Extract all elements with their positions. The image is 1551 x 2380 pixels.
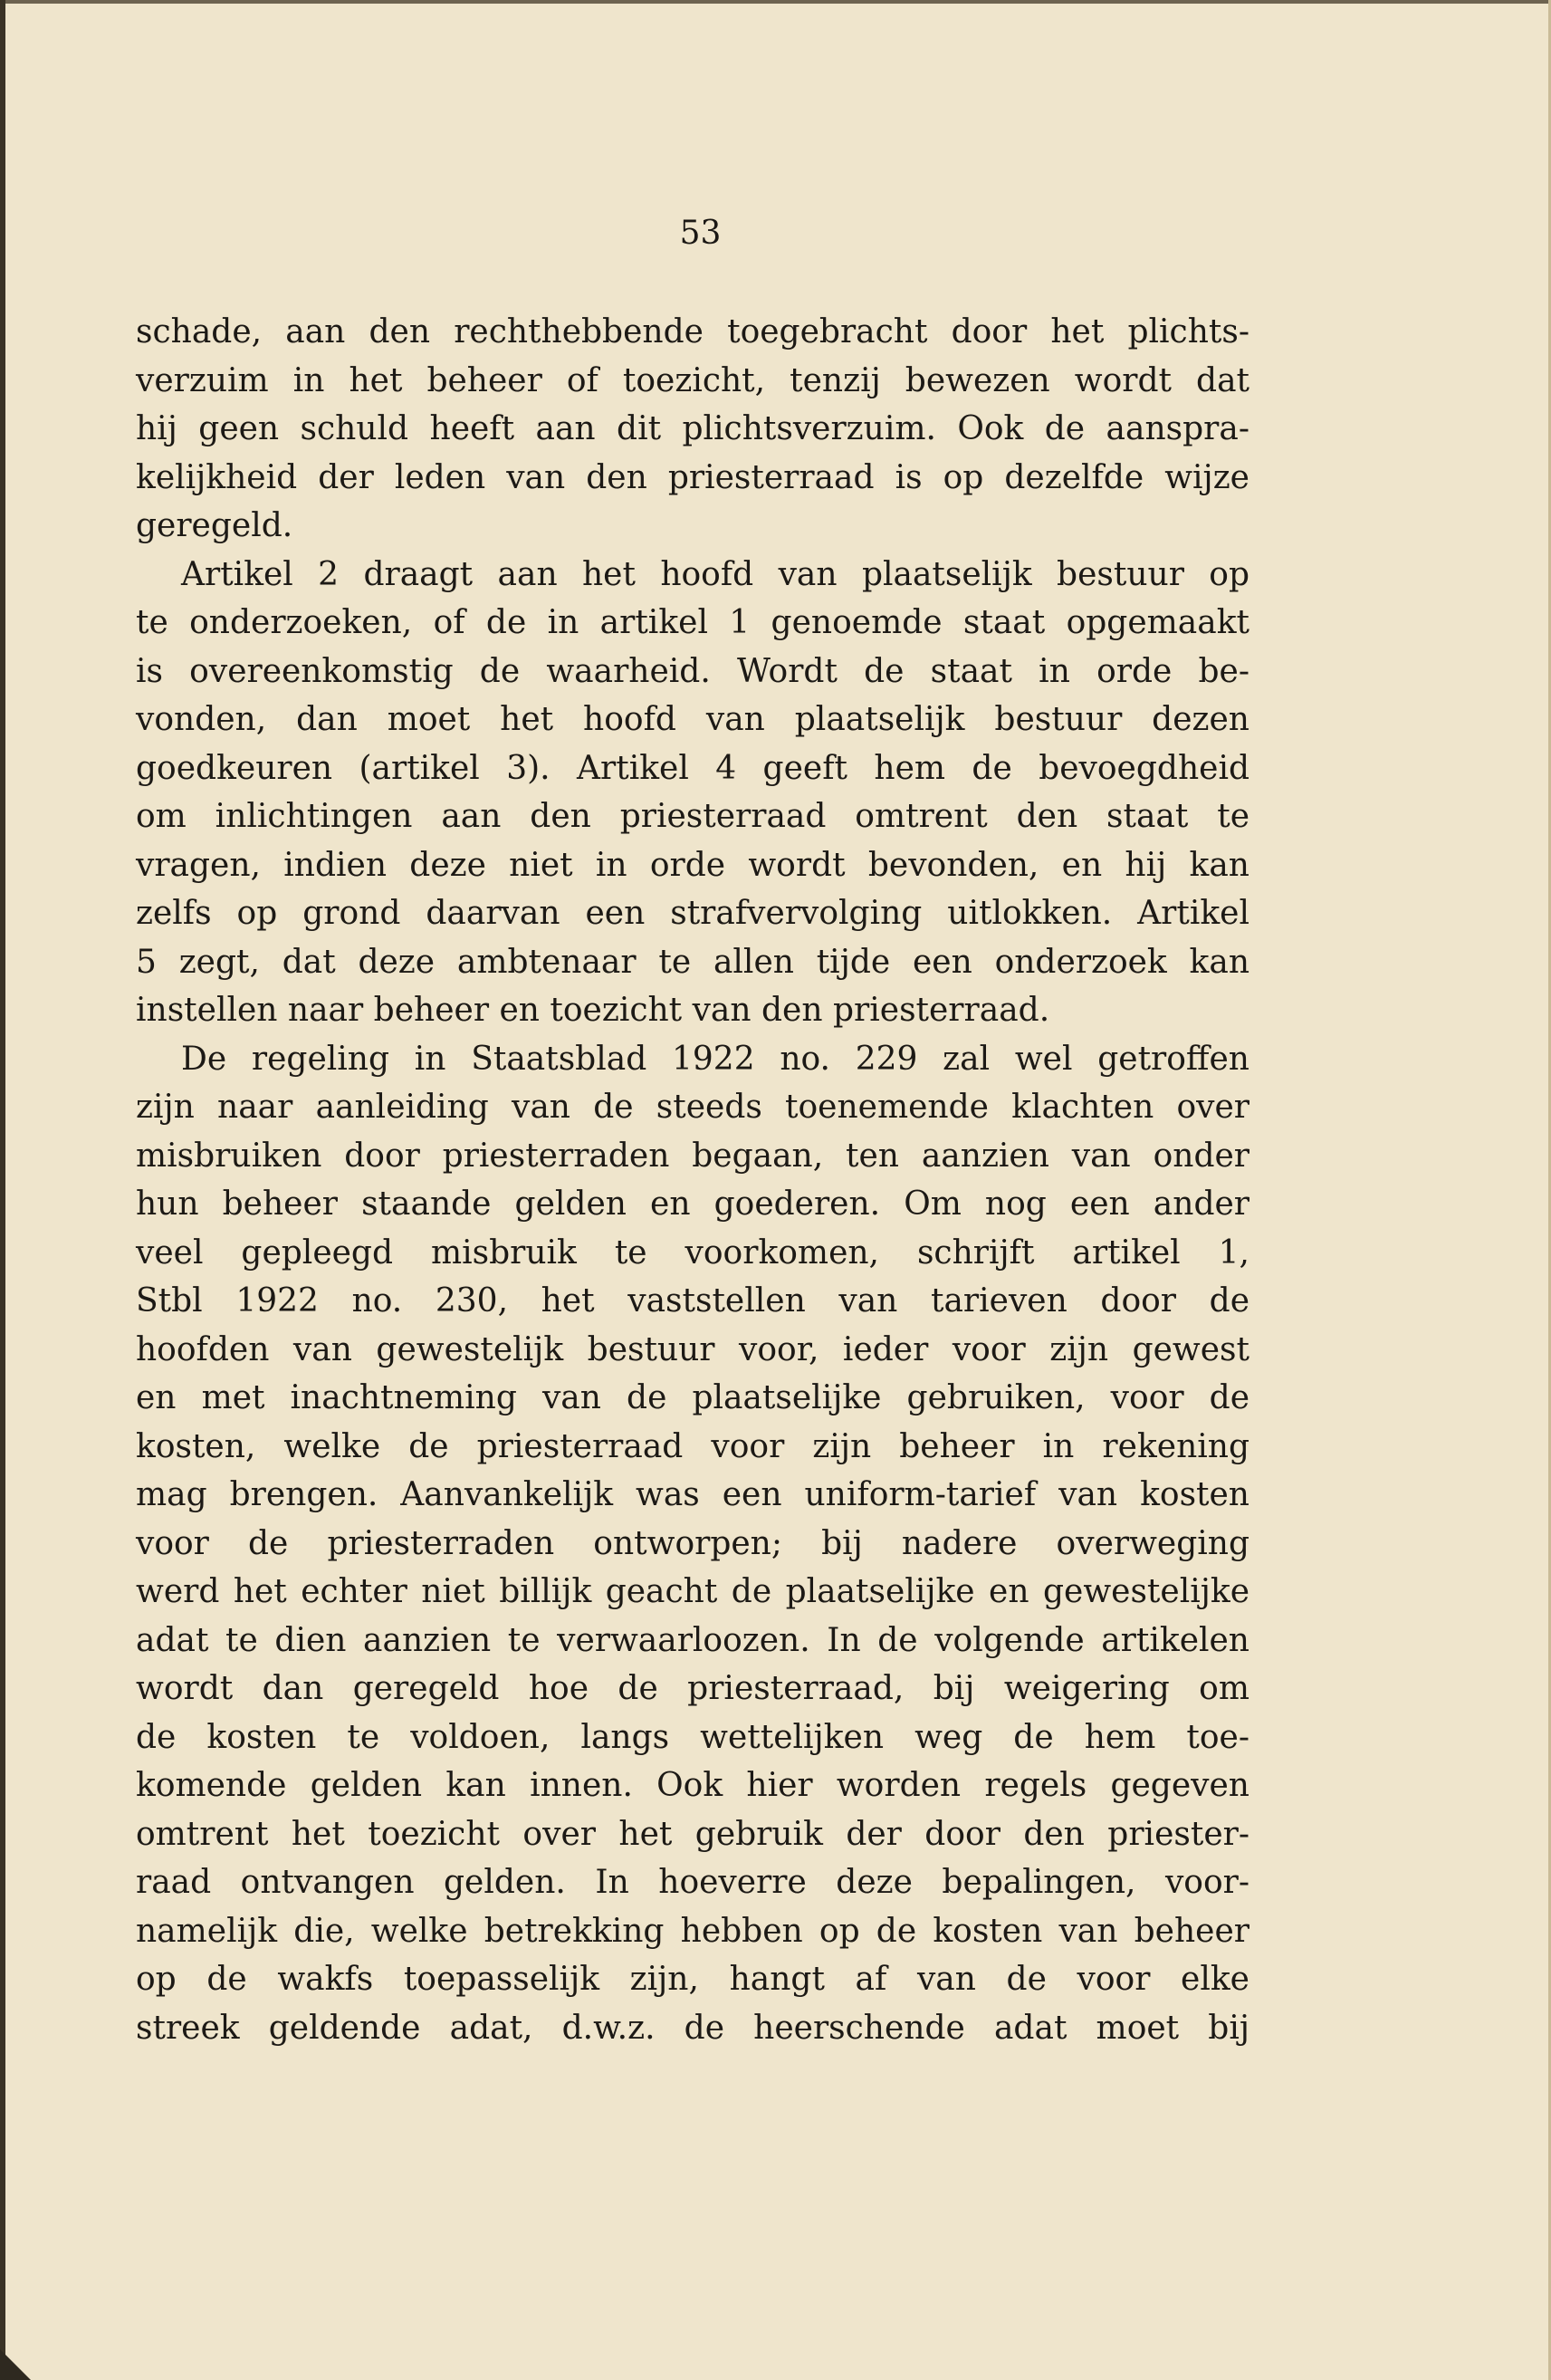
page-top-edge	[0, 0, 1551, 4]
text-line: is overeenkomstig de waarheid. Wordt de staat in orde be-	[136, 652, 1249, 690]
text-line: veel gepleegd misbruik te voorkomen, schrijft artikel 1,	[136, 1233, 1249, 1272]
text-line: streek geldende adat, d.w.z. de heerschende adat moet bij	[136, 2009, 1249, 2047]
text-line: namelijk die, welke betrekking hebben op de kosten van beheer	[136, 1912, 1249, 1950]
text-line: De regeling in Staatsblad 1922 no. 229 zal wel getroffen	[181, 1040, 1249, 1078]
page-number: 53	[679, 215, 722, 252]
text-line: kelijkheid der leden van den priesterraad is op dezelfde wijze	[136, 458, 1249, 496]
text-line: vonden, dan moet het hoofd van plaatselijk bestuur dezen	[136, 701, 1249, 738]
text-line: kosten, welke de priesterraad voor zijn beheer in rekening	[136, 1427, 1249, 1465]
text-line: op de wakfs toepasselijk zijn, hangt af van de voor elke	[136, 1961, 1249, 1998]
text-line: misbruiken door priesterraden begaan, ten aanzien van onder	[136, 1137, 1249, 1175]
text-line: vragen, indien deze niet in orde wordt bevonden, en hij kan	[136, 846, 1249, 884]
text-line: schade, aan den rechthebbende toegebracht door het plichts-	[136, 313, 1249, 350]
text-line: geregeld.	[136, 507, 293, 544]
text-line: zelfs op grond daarvan een strafvervolging uitlokken. Artikel	[136, 895, 1249, 932]
text-line: Stbl 1922 no. 230, het vaststellen van tarieven door de	[136, 1282, 1249, 1320]
text-line: raad ontvangen gelden. In hoeverre deze bepalingen, voor-	[136, 1864, 1249, 1901]
page-corner	[0, 2349, 31, 2380]
text-line: komende gelden kan innen. Ook hier worden regels gegeven	[136, 1767, 1249, 1804]
text-line: adat te dien aanzien te verwaarloozen. In de volgende artikelen	[136, 1621, 1249, 1659]
text-line: hij geen schuld heeft aan dit plichtsverzuim. Ook de aanspra-	[136, 410, 1249, 447]
text-line: zijn naar aanleiding van de steeds toenemende klachten over	[136, 1089, 1249, 1126]
page-left-edge	[0, 0, 5, 2380]
text-line: hun beheer staande gelden en goederen. Om nog een ander	[136, 1185, 1249, 1223]
body-text	[136, 308, 1249, 2052]
text-line: voor de priesterraden ontworpen; bij nadere overweging	[136, 1524, 1249, 1562]
text-line: hoofden van gewestelijk bestuur voor, ieder voor zijn gewest	[136, 1330, 1249, 1368]
text-line: 5 zegt, dat deze ambtenaar te allen tijde een onderzoek kan	[136, 943, 1249, 981]
text-line: wordt dan geregeld hoe de priesterraad, bij weigering om	[136, 1670, 1249, 1707]
text-line: werd het echter niet billijk geacht de plaatselijke en gewestelijke	[136, 1573, 1249, 1610]
text-line: Artikel 2 draagt aan het hoofd van plaatselijk bestuur op	[181, 555, 1249, 593]
text-line: mag brengen. Aanvankelijk was een uniform-tarief van kosten	[136, 1476, 1249, 1513]
text-line: omtrent het toezicht over het gebruik der door den priester-	[136, 1815, 1249, 1853]
text-line: te onderzoeken, of de in artikel 1 genoemde staat opgemaakt	[136, 604, 1249, 641]
text-line: om inlichtingen aan den priesterraad omtrent den staat te	[136, 798, 1249, 835]
text-line: verzuim in het beheer of toezicht, tenzij bewezen wordt dat	[136, 361, 1249, 399]
text-line: goedkeuren (artikel 3). Artikel 4 geeft hem de bevoegdheid	[136, 749, 1249, 787]
text-line: de kosten te voldoen, langs wettelijken weg de hem toe-	[136, 1718, 1249, 1756]
text-line: en met inachtneming van de plaatselijke gebruiken, voor de	[136, 1379, 1249, 1416]
text-line: instellen naar beheer en toezicht van den priesterraad.	[136, 992, 1050, 1029]
